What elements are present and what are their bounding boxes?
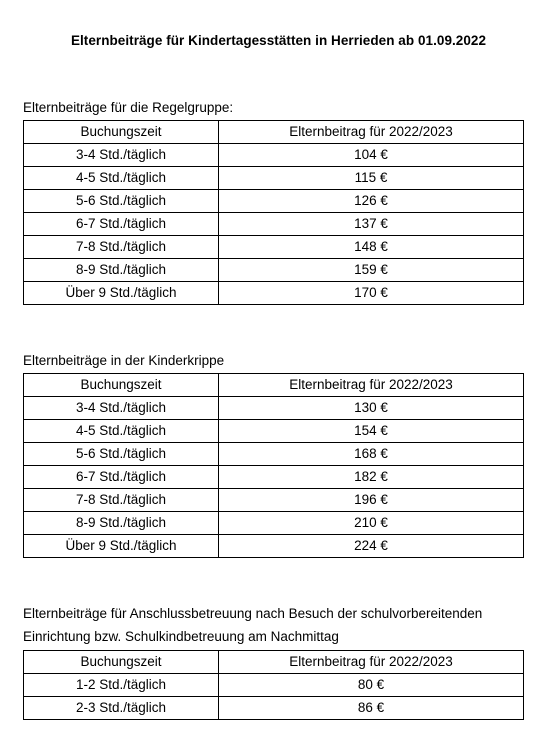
- cell-buchungszeit: Über 9 Std./täglich: [24, 535, 219, 558]
- column-header-elternbeitrag: Elternbeitrag für 2022/2023: [219, 651, 524, 674]
- table-row: [24, 190, 524, 213]
- cell-buchungszeit: 4-5 Std./täglich: [24, 167, 219, 190]
- cell-beitrag: 137 €: [219, 213, 524, 236]
- table-row: [24, 420, 524, 443]
- table-row: [24, 236, 524, 259]
- cell-beitrag: 130 €: [219, 397, 524, 420]
- section-heading-anschlussbetreuung-line2: Einrichtung bzw. Schulkindbetreuung am Nachmittag: [23, 629, 339, 644]
- cell-beitrag: 154 €: [219, 420, 524, 443]
- fee-table-kinderkrippe: [23, 373, 524, 558]
- column-header-buchungszeit: Buchungszeit: [24, 121, 219, 144]
- cell-buchungszeit: 2-3 Std./täglich: [24, 697, 219, 720]
- cell-beitrag: 115 €: [219, 167, 524, 190]
- table-row: [24, 697, 524, 720]
- section-heading-anschlussbetreuung-line1: Elternbeiträge für Anschlussbetreuung nach Besuch der schulvorbereitenden: [23, 606, 483, 621]
- table-row: [24, 167, 524, 190]
- cell-buchungszeit: 6-7 Std./täglich: [24, 213, 219, 236]
- fee-table-anschlussbetreuung: [23, 650, 524, 720]
- table-row: [24, 443, 524, 466]
- cell-buchungszeit: 7-8 Std./täglich: [24, 236, 219, 259]
- column-header-buchungszeit: Buchungszeit: [24, 374, 219, 397]
- section-heading-regelgruppe: Elternbeiträge für die Regelgruppe:: [23, 100, 234, 115]
- cell-beitrag: 210 €: [219, 512, 524, 535]
- cell-beitrag: 168 €: [219, 443, 524, 466]
- cell-beitrag: 196 €: [219, 489, 524, 512]
- cell-buchungszeit: 6-7 Std./täglich: [24, 466, 219, 489]
- cell-beitrag: 126 €: [219, 190, 524, 213]
- page-title: Elternbeiträge für Kindertagesstätten in Herrieden ab 01.09.2022: [70, 33, 487, 48]
- cell-buchungszeit: 7-8 Std./täglich: [24, 489, 219, 512]
- table-header-row: [24, 121, 524, 144]
- table-row: [24, 144, 524, 167]
- column-header-buchungszeit: Buchungszeit: [24, 651, 219, 674]
- table-header-row: [24, 374, 524, 397]
- cell-beitrag: 182 €: [219, 466, 524, 489]
- table-row: [24, 282, 524, 305]
- table-row: [24, 489, 524, 512]
- column-header-elternbeitrag: Elternbeitrag für 2022/2023: [219, 121, 524, 144]
- cell-buchungszeit: 1-2 Std./täglich: [24, 674, 219, 697]
- section-heading-kinderkrippe: Elternbeiträge in der Kinderkrippe: [23, 353, 225, 368]
- cell-buchungszeit: 3-4 Std./täglich: [24, 144, 219, 167]
- table-header-row: [24, 651, 524, 674]
- fee-table-regelgruppe: [23, 120, 524, 305]
- cell-buchungszeit: 3-4 Std./täglich: [24, 397, 219, 420]
- cell-beitrag: 224 €: [219, 535, 524, 558]
- cell-buchungszeit: 8-9 Std./täglich: [24, 259, 219, 282]
- table-row: [24, 213, 524, 236]
- table-row: [24, 535, 524, 558]
- cell-beitrag: 104 €: [219, 144, 524, 167]
- table-row: [24, 512, 524, 535]
- cell-buchungszeit: 4-5 Std./täglich: [24, 420, 219, 443]
- cell-buchungszeit: Über 9 Std./täglich: [24, 282, 219, 305]
- cell-beitrag: 170 €: [219, 282, 524, 305]
- cell-buchungszeit: 5-6 Std./täglich: [24, 443, 219, 466]
- cell-beitrag: 148 €: [219, 236, 524, 259]
- cell-buchungszeit: 5-6 Std./täglich: [24, 190, 219, 213]
- table-row: [24, 466, 524, 489]
- cell-buchungszeit: 8-9 Std./täglich: [24, 512, 219, 535]
- cell-beitrag: 86 €: [219, 697, 524, 720]
- column-header-elternbeitrag: Elternbeitrag für 2022/2023: [219, 374, 524, 397]
- cell-beitrag: 80 €: [219, 674, 524, 697]
- table-row: [24, 397, 524, 420]
- table-row: [24, 259, 524, 282]
- cell-beitrag: 159 €: [219, 259, 524, 282]
- table-row: [24, 674, 524, 697]
